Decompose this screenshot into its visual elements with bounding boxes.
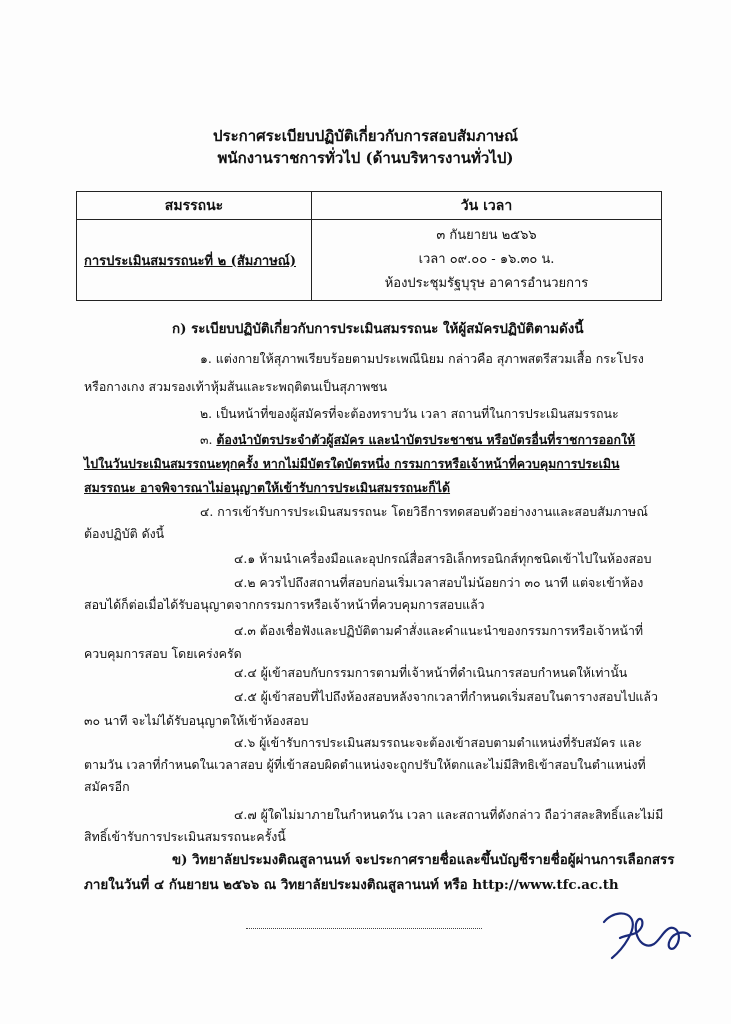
rule-4-6-line-1: ๔.๖ ผู้เข้ารับการประเมินสมรรถนะจะต้องเข้าสอบตามตำแหน่งที่รับสมัคร และ (234, 735, 642, 750)
item-3-number: ๓. (200, 432, 213, 447)
rule-4-1: ๔.๑ ห้ามนำเครื่องมือและอุปกรณ์สื่อสารอิเล็กทรอนิกส์ทุกชนิดเข้าไปในห้องสอบ (234, 551, 652, 566)
schedule-table (76, 191, 662, 301)
item-3-line-1 (200, 431, 635, 449)
item-2: ๒. เป็นหน้าที่ของผู้สมัครที่จะต้องทราบวัน เวลา สถานที่ในการประเมินสมรรถนะ (200, 406, 619, 421)
item-3-line-2: ไปในวันประเมินสมรรถนะทุกครั้ง หากไม่มีบัตรใดบัตรหนึ่ง กรรมการหรือเจ้าหน้าที่ควบคุมการประเมิน (84, 456, 620, 471)
rule-4-3-line-1: ๔.๓ ต้องเชื่อฟังและปฏิบัติตามคำสั่งและคำแนะนำของกรรมการหรือเจ้าหน้าที่ (234, 623, 644, 638)
page-title: ประกาศระเบียบปฏิบัติเกี่ยวกับการสอบสัมภาษณ์ (212, 127, 519, 145)
item-1-line-2: หรือกางเกง สวมรองเท้าหุ้มส้นและระพฤติตนเป็นสุภาพชน (84, 379, 388, 394)
exam-room: ห้องประชุมรัฐบุรุษ อาคารอำนวยการ (384, 276, 589, 291)
competency-cell (77, 220, 312, 301)
section-b-line-2: ภายในวันที่ ๔ กันยายน ๒๕๖๖ ณ วิทยาลัยประมงติณสูลานนท์ หรือ http://www.tfc.ac.th (84, 877, 619, 893)
rule-4-2-line-2: สอบได้ก็ต่อเมื่อได้รับอนุญาตจากกรรมการหรือเจ้าหน้าที่ควบคุมการสอบแล้ว (84, 597, 485, 612)
rule-4-7-line-1: ๔.๗ ผู้ใดไม่มาภายในกำหนดวัน เวลา และสถานที่ดังกล่าว ถือว่าสละสิทธิ์และไม่มี (234, 807, 664, 822)
item-4-line-2: ต้องปฏิบัติ ดังนี้ (84, 526, 165, 541)
exam-time: เวลา ๐๙.๐๐ - ๑๖.๓๐ น. (418, 252, 555, 267)
item-1-line-1: ๑. แต่งกายให้สุภาพเรียบร้อยตามประเพณีนิยม กล่าวคือ สุภาพสตรีสวมเสื้อ กระโปรง (200, 351, 644, 366)
rule-4-6-line-2: ตามวัน เวลาที่กำหนดในเวลาสอบ ผู้ที่เข้าสอบผิดตำแหน่งจะถูกปรับให้ตกและไม่มีสิทธิเข้าสอบในตำแหน่งที่ (84, 757, 646, 772)
page-subtitle: พนักงานราชการทั่วไป (ด้านบริหารงานทั่วไป) (217, 149, 514, 167)
datetime-cell (312, 220, 662, 301)
rule-4-5-line-1: ๔.๕ ผู้เข้าสอบที่ไปถึงห้องสอบหลังจากเวลาที่กำหนดเริ่มสอบในตารางสอบไปแล้ว (234, 689, 658, 704)
item-3-text: ต้องนำบัตรประจำตัวผู้สมัคร และนำบัตรประชาชน หรือบัตรอื่นที่ราชการออกให้ (216, 432, 636, 447)
table-header-row (77, 192, 662, 220)
rule-4-6-line-3: สมัครอีก (84, 779, 130, 794)
competency-text: การประเมินสมรรถนะที่ ๒ (สัมภาษณ์) (84, 253, 296, 269)
dotted-separator (246, 928, 482, 929)
rule-4-3-line-2: ควบคุมการสอบ โดยเคร่งครัด (84, 646, 242, 661)
handwritten-signature-icon (598, 908, 694, 964)
table-row (77, 220, 662, 301)
item-3-line-3: สมรรถนะ อาจพิจารณาไม่อนุญาตให้เข้ารับการประเมินสมรรถนะก็ได้ (84, 480, 451, 495)
rule-4-7-line-2: สิทธิ์เข้ารับการประเมินสมรรถนะครั้งนี้ (84, 829, 286, 844)
exam-date: ๓ กันยายน ๒๕๖๖ (436, 228, 537, 243)
header-competency: สมรรถนะ (77, 192, 312, 220)
section-b-line-1: ข) วิทยาลัยประมงติณสูลานนท์ จะประกาศรายชื่อและขึ้นบัญชีรายชื่อผู้ผ่านการเลือกสรร (172, 852, 675, 868)
rule-4-5-line-2: ๓๐ นาที จะไม่ได้รับอนุญาตให้เข้าห้องสอบ (84, 713, 309, 728)
header-datetime: วัน เวลา (312, 192, 662, 220)
section-a-heading: ก) ระเบียบปฏิบัติเกี่ยวกับการประเมินสมรรถนะ ให้ผู้สมัครปฏิบัติตามดังนี้ (172, 321, 584, 337)
item-4-line-1: ๔. การเข้ารับการประเมินสมรรถนะ โดยวิธีการทดสอบตัวอย่างงานและสอบสัมภาษณ์ (200, 504, 648, 519)
rule-4-4: ๔.๔ ผู้เข้าสอบกับกรรมการตามที่เจ้าหน้าที่ดำเนินการสอบกำหนดให้เท่านั้น (234, 665, 628, 680)
rule-4-2-line-1: ๔.๒ ควรไปถึงสถานที่สอบก่อนเริ่มเวลาสอบไม่น้อยกว่า ๓๐ นาที แต่จะเข้าห้อง (234, 575, 644, 590)
